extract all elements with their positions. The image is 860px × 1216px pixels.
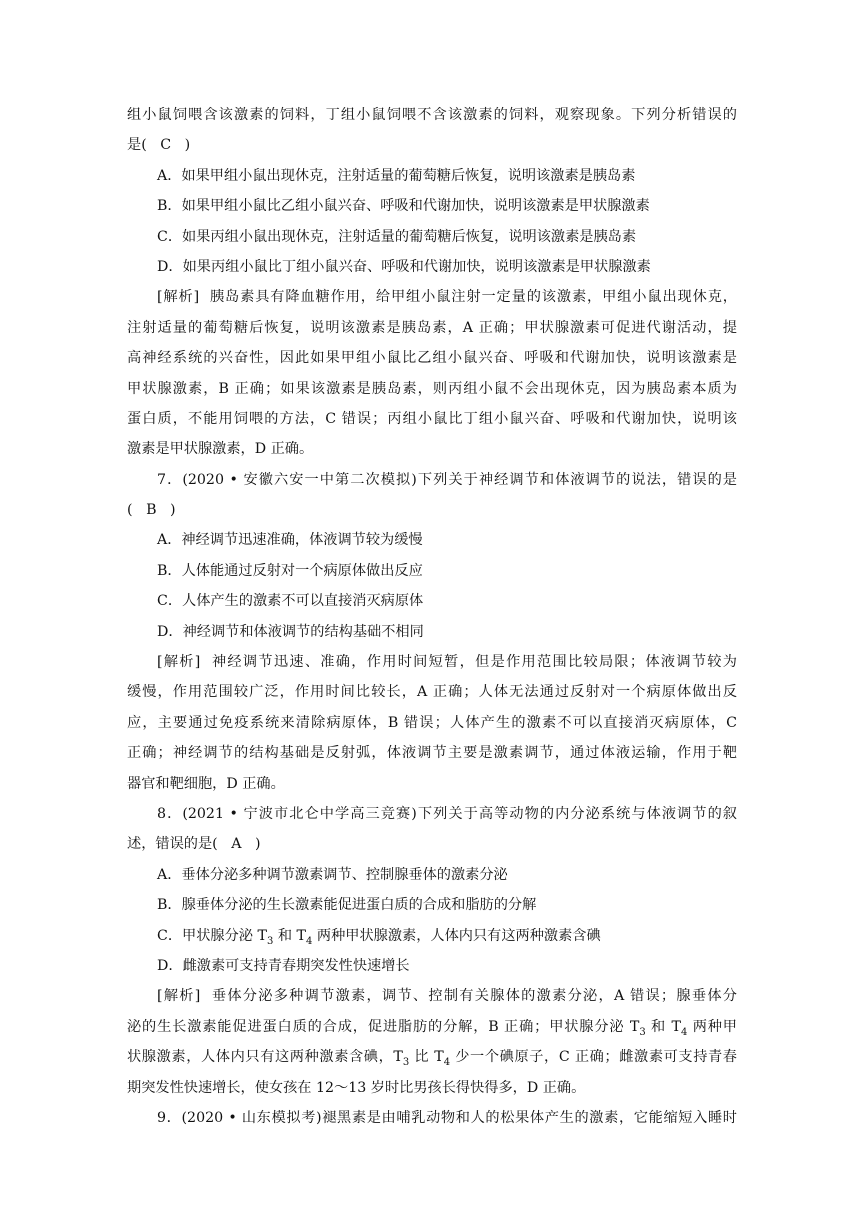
q8-option-d: D．雌激素可支持青春期突发性快速增长 (157, 957, 410, 974)
q6-option-c: C．如果丙组小鼠出现休克，注射适量的葡萄糖后恢复，说明该激素是胰岛素 (157, 228, 637, 245)
q7-stem-line1: 7．(2020 • 安徽六安一中第二次模拟)下列关于神经调节和体液调节的说法，错误的是 (157, 471, 737, 488)
analysis-tag: [解析] (157, 988, 201, 1005)
q6-answer: C (160, 137, 172, 154)
analysis-tag: [解析] (157, 289, 200, 306)
q7-analysis-line2: 缓慢，作用范围较广泛，作用时间比较长，A 正确；人体无法通过反射对一个病原体做出反 (127, 684, 737, 701)
q7-answer: B (146, 502, 157, 519)
q6-stem-line2: 是( C ) (127, 137, 191, 154)
document-page (127, 100, 737, 1133)
q8-analysis-line2: 泌的生长激素能促进蛋白质的合成，促进脂肪的分解，B 正确；甲状腺分泌 $T_3$ 和 $T_4$ 两种甲 (127, 1018, 737, 1038)
q8-analysis-line1: [解析] 垂体分泌多种调节激素，调节、控制有关腺体的激素分泌，A 错误；腺垂体分 (157, 988, 737, 1005)
q7-analysis-line3: 应，主要通过免疫系统来清除病原体，B 错误；人体产生的激素不可以直接消灭病原体，C (127, 714, 737, 731)
q6-analysis-line2: 注射适量的葡萄糖后恢复，说明该激素是胰岛素，A 正确；甲状腺激素可促进代谢活动，提 (127, 319, 737, 336)
q8-analysis-line4: 期突发性快速增长，使女孩在 12～13 岁时比男孩长得快得多，D 正确。 (127, 1079, 586, 1096)
q7-analysis-line4: 正确；神经调节的结构基础是反射弧，体液调节主要是激素调节，通过体液运输，作用于靶 (127, 745, 737, 762)
q8-stem-line2: 述，错误的是( A ) (127, 836, 261, 853)
q7-analysis-line5: 器官和靶细胞，D 正确。 (127, 775, 285, 792)
q8-answer: A (231, 836, 242, 853)
q7-stem-line2: ( B ) (127, 502, 176, 519)
q7-option-c: C．人体产生的激素不可以直接消灭病原体 (157, 593, 424, 610)
q6-analysis-line4: 甲状腺激素，B 正确；如果该激素是胰岛素，则丙组小鼠不会出现休克，因为胰岛素本质为 (127, 380, 737, 397)
analysis-tag: [解析] (157, 654, 201, 671)
q8-stem-line1: 8．(2021 • 宁波市北仑中学高三竞赛)下列关于高等动物的内分泌系统与体液调节的叙 (157, 805, 737, 822)
q6-option-b: B．如果甲组小鼠比乙组小鼠兴奋、呼吸和代谢加快，说明该激素是甲状腺激素 (157, 198, 650, 215)
q6-option-d: D．如果丙组小鼠比丁组小鼠兴奋、呼吸和代谢加快，说明该激素是甲状腺激素 (157, 258, 651, 275)
q8-analysis-line3: 状腺激素，人体内只有这两种激素含碘，$T_3$ 比 $T_4$ 少一个碘原子，C 正确；雌激素可支持青春 (127, 1049, 737, 1068)
q7-option-a: A．神经调节迅速准确，体液调节较为缓慢 (157, 532, 423, 549)
q9-stem-line1: 9．(2020 • 山东模拟考)褪黑素是由哺乳动物和人的松果体产生的激素，它能缩短入睡时 (157, 1109, 737, 1126)
q6-analysis-line5: 蛋白质，不能用饲喂的方法，C 错误；丙组小鼠比丁组小鼠兴奋、呼吸和代谢加快，说明该 (127, 410, 737, 427)
q8-option-c: C．甲状腺分泌 $T_3$ 和 $T_4$ 两种甲状腺激素，人体内只有这两种激素含碘 (157, 927, 601, 947)
q6-option-a: A．如果甲组小鼠出现休克，注射适量的葡萄糖后恢复，说明该激素是胰岛素 (157, 167, 636, 184)
q8-option-b: B．腺垂体分泌的生长激素能促进蛋白质的合成和脂肪的分解 (157, 897, 537, 914)
q6-analysis-line3: 高神经系统的兴奋性，因此如果甲组小鼠比乙组小鼠兴奋、呼吸和代谢加快，说明该激素是 (127, 350, 737, 367)
q7-option-b: B．人体能通过反射对一个病原体做出反应 (157, 562, 423, 579)
q6-stem-line1: 组小鼠饲喂含该激素的饲料，丁组小鼠饲喂不含该激素的饲料，观察现象。下列分析错误的 (127, 107, 737, 123)
q7-analysis-line1: [解析] 神经调节迅速、准确，作用时间短暂，但是作用范围比较局限；体液调节较为 (157, 654, 737, 671)
q7-option-d: D．神经调节和体液调节的结构基础不相同 (157, 623, 424, 640)
q6-analysis-line1: [解析] 胰岛素具有降血糖作用，给甲组小鼠注射一定量的该激素，甲组小鼠出现休克， (157, 289, 737, 306)
q6-analysis-line6: 激素是甲状腺激素，D 正确。 (127, 441, 314, 458)
q8-option-a: A．垂体分泌多种调节激素调节、控制腺垂体的激素分泌 (157, 866, 508, 883)
